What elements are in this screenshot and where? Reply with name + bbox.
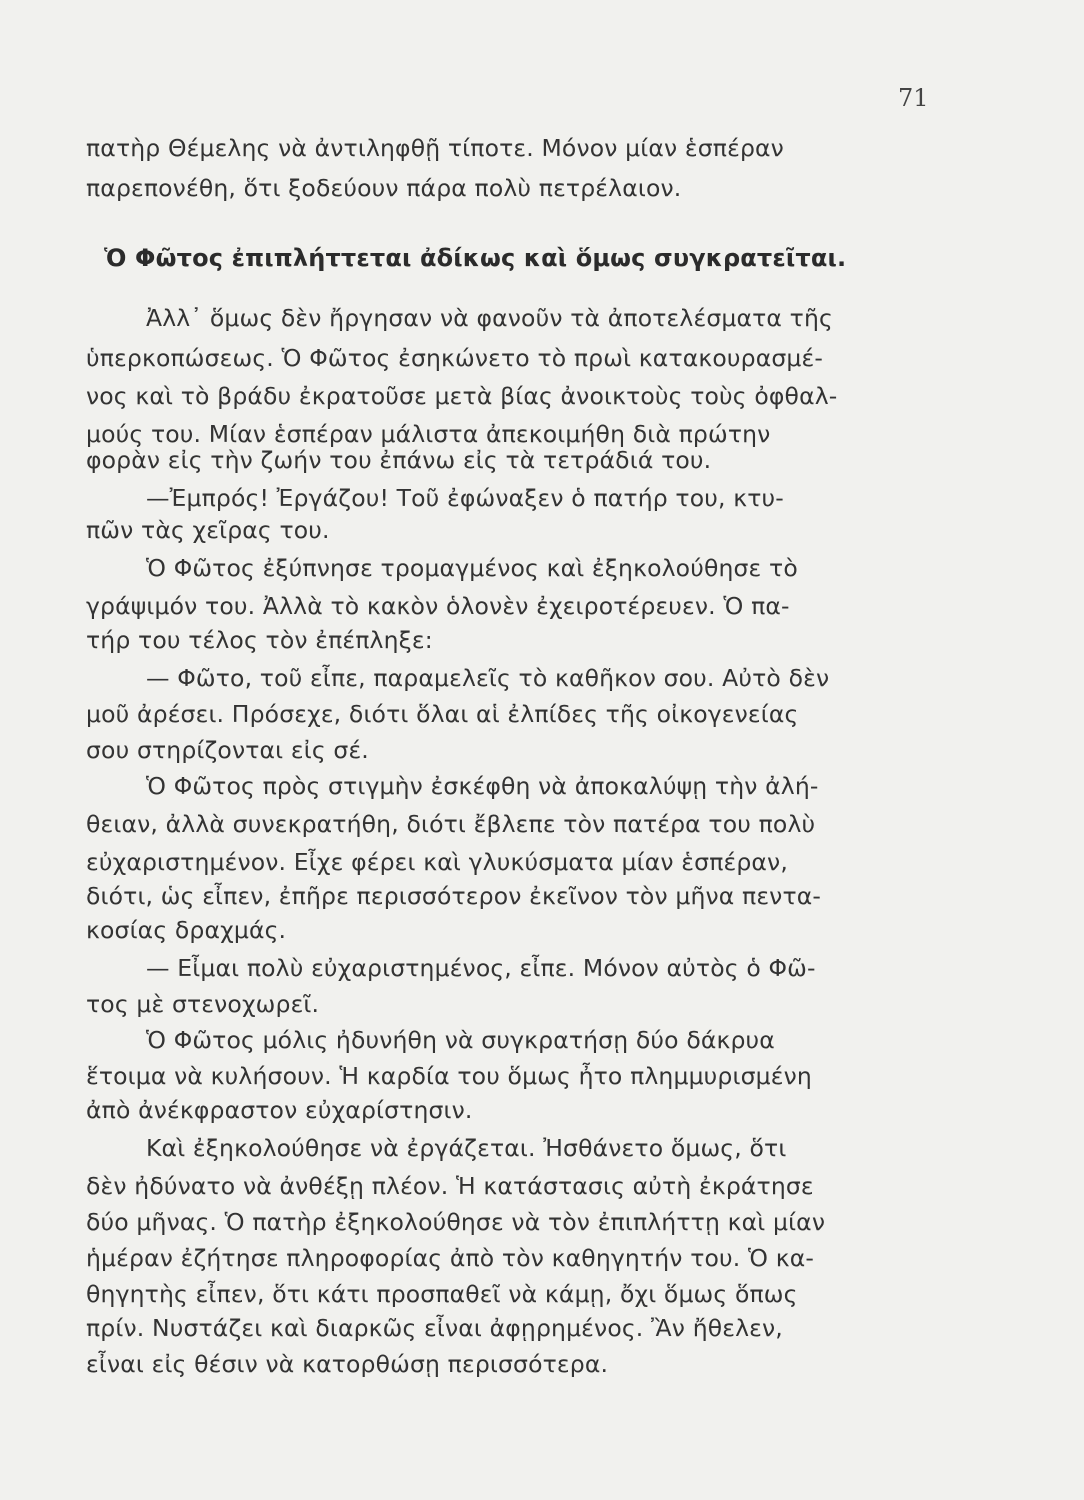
text-line: μοῦ ἀρέσει. Πρόσεχε, διότι ὅλαι αἱ ἐλπίδες τῆς οἰκογενείας [86, 700, 799, 728]
text-line: σου στηρίζονται εἰς σέ. [86, 736, 369, 764]
text-line: θειαν, ἀλλὰ συνεκρατήθη, διότι ἔβλεπε τὸν πατέρα του πολὺ [86, 810, 816, 838]
text-line: μούς του. Μίαν ἑσπέραν μάλιστα ἀπεκοιμήθη διὰ πρώτην [86, 420, 771, 448]
text-line: νος καὶ τὸ βράδυ ἐκρατοῦσε μετὰ βίας ἀνοικτοὺς τοὺς ὀφθαλ- [86, 382, 838, 410]
text-line: Ὁ Φῶτος μόλις ἠδυνήθη νὰ συγκρατήσῃ δύο δάκρυα [146, 1026, 775, 1054]
text-line: πατὴρ Θέμελης νὰ ἀντιληφθῇ τίποτε. Μόνον μίαν ἑσπέραν [86, 134, 784, 162]
text-line: φορὰν εἰς τὴν ζωήν του ἐπάνω εἰς τὰ τετράδιά του. [86, 446, 712, 474]
text-line: Ὁ Φῶτος πρὸς στιγμὴν ἐσκέφθη νὰ ἀποκαλύψῃ τὴν ἀλή- [146, 772, 819, 800]
text-line: δύο μῆνας. Ὁ πατὴρ ἐξηκολούθησε νὰ τὸν ἐπιπλήττῃ καὶ μίαν [86, 1208, 826, 1236]
page-number: 71 [898, 84, 929, 112]
text-line: διότι, ὡς εἶπεν, ἐπῆρε περισσότερον ἐκεῖνον τὸν μῆνα πεντα- [86, 882, 822, 910]
text-line: γράψιμόν του. Ἀλλὰ τὸ κακὸν ὁλονὲν ἐχειροτέρευεν. Ὁ πα- [86, 592, 790, 620]
text-line: Ὁ Φῶτος ἐξύπνησε τρομαγμένος καὶ ἐξηκολούθησε τὸ [146, 554, 798, 582]
section-heading: Ὁ Φῶτος ἐπιπλήττεται ἀδίκως καὶ ὅμως συγκρατεῖται. [104, 244, 847, 272]
text-line: θηγητὴς εἶπεν, ὅτι κάτι προσπαθεῖ νὰ κάμῃ, ὄχι ὅμως ὅπως [86, 1280, 798, 1308]
text-line: — Φῶτο, τοῦ εἶπε, παραμελεῖς τὸ καθῆκον σου. Αὐτὸ δὲν [146, 664, 830, 692]
text-line: εἶναι εἰς θέσιν νὰ κατορθώσῃ περισσότερα. [86, 1350, 609, 1378]
text-line: παρεπονέθη, ὅτι ξοδεύουν πάρα πολὺ πετρέλαιον. [86, 174, 682, 202]
text-line: τήρ του τέλος τὸν ἐπέπληξε: [86, 626, 433, 654]
text-line: τος μὲ στενοχωρεῖ. [86, 990, 320, 1018]
text-line: Ἀλλ᾽ ὅμως δὲν ἤργησαν νὰ φανοῦν τὰ ἀποτελέσματα τῆς [146, 304, 833, 332]
text-line: ὑπερκοπώσεως. Ὁ Φῶτος ἐσηκώνετο τὸ πρωὶ κατακουρασμέ- [86, 344, 823, 372]
text-line: Καὶ ἐξηκολούθησε νὰ ἐργάζεται. Ἠσθάνετο ὅμως, ὅτι [146, 1134, 787, 1162]
text-line: πῶν τὰς χεῖρας του. [86, 516, 330, 544]
text-line: —Ἐμπρός! Ἐργάζου! Τοῦ ἐφώναξεν ὁ πατήρ του, κτυ- [146, 484, 784, 512]
text-line: δὲν ἠδύνατο νὰ ἀνθέξῃ πλέον. Ἡ κατάστασις αὐτὴ ἐκράτησε [86, 1172, 814, 1200]
text-line: — Εἶμαι πολὺ εὐχαριστημένος, εἶπε. Μόνον αὐτὸς ὁ Φῶ- [146, 954, 816, 982]
text-line: ἡμέραν ἐζήτησε πληροφορίας ἀπὸ τὸν καθηγητήν του. Ὁ κα- [86, 1244, 814, 1272]
text-line: ἕτοιμα νὰ κυλήσουν. Ἡ καρδία του ὅμως ἦτο πλημμυρισμένη [86, 1062, 812, 1090]
text-line: πρίν. Νυστάζει καὶ διαρκῶς εἶναι ἀφῃρημένος. Ἂν ἤθελεν, [86, 1314, 783, 1342]
text-line: κοσίας δραχμάς. [86, 916, 287, 944]
text-line: ἀπὸ ἀνέκφραστον εὐχαρίστησιν. [86, 1096, 473, 1124]
text-line: εὐχαριστημένον. Εἶχε φέρει καὶ γλυκύσματα μίαν ἑσπέραν, [86, 848, 788, 876]
